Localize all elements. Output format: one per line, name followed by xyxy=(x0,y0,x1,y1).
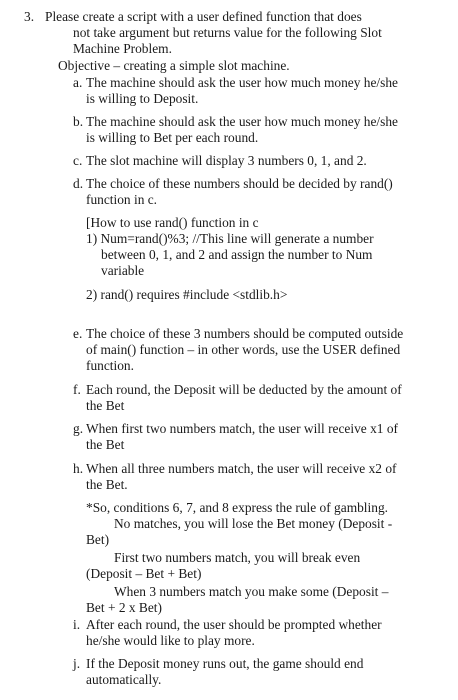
item-d-label: d. xyxy=(73,176,84,191)
item-g-line-2: the Bet xyxy=(86,437,125,452)
item-j-label: j. xyxy=(73,656,81,671)
rules-note-line-4: First two numbers match, you will break even xyxy=(114,550,361,565)
item-h-line-1: When all three numbers match, the user will receive x2 of xyxy=(86,461,397,476)
objective-line: Objective – creating a simple slot machine. xyxy=(58,58,290,73)
problem-number: 3. xyxy=(24,9,35,24)
intro-line-3: Machine Problem. xyxy=(73,41,172,56)
item-b-label: b. xyxy=(73,114,84,129)
rand-step-1-line-3: variable xyxy=(101,263,145,278)
item-f-label: f. xyxy=(73,382,81,397)
item-j-line-2: automatically. xyxy=(86,672,162,687)
rules-note-line-1: *So, conditions 6, 7, and 8 express the rule of gambling. xyxy=(86,500,388,515)
item-i-line-1: After each round, the user should be prompted whether xyxy=(86,617,382,632)
item-e-line-3: function. xyxy=(86,358,134,373)
item-i-line-2: he/she would like to play more. xyxy=(86,633,255,648)
rules-note-line-7: Bet + 2 x Bet) xyxy=(86,600,162,615)
rules-note-line-6: When 3 numbers match you make some (Deposit – xyxy=(114,584,389,599)
rand-step-1-line-2: between 0, 1, and 2 and assign the number to Num xyxy=(101,247,373,262)
item-b-line-2: is willing to Bet per each round. xyxy=(86,130,259,145)
item-j-line-1: If the Deposit money runs out, the game should end xyxy=(86,656,364,671)
item-g-label: g. xyxy=(73,421,84,436)
item-e-line-2: of main() function – in other words, use the USER defined xyxy=(86,342,401,357)
item-a-line-2: is willing to Deposit. xyxy=(86,91,199,106)
item-g-line-1: When first two numbers match, the user will receive x1 of xyxy=(86,421,398,436)
item-a-line-1: The machine should ask the user how much money he/she xyxy=(86,75,398,90)
item-a-label: a. xyxy=(73,75,83,90)
intro-line-1: Please create a script with a user defined function that does xyxy=(45,9,362,24)
rand-step-2: 2) rand() requires #include <stdlib.h> xyxy=(86,287,288,302)
rand-note-heading: [How to use rand() function in c xyxy=(86,215,259,230)
item-d-line-1: The choice of these numbers should be decided by rand() xyxy=(86,176,393,191)
intro-line-2: not take argument but returns value for the following Slot xyxy=(73,25,382,40)
item-f-line-1: Each round, the Deposit will be deducted by the amount of xyxy=(86,382,402,397)
item-d-line-2: function in c. xyxy=(86,192,158,207)
item-i-label: i. xyxy=(73,617,81,632)
rand-step-1-line-1: 1) Num=rand()%3; //This line will generate a number xyxy=(86,231,374,246)
item-h-label: h. xyxy=(73,461,84,476)
item-e-line-1: The choice of these 3 numbers should be computed outside xyxy=(86,326,404,341)
item-c-line-1: The slot machine will display 3 numbers 0, 1, and 2. xyxy=(86,153,367,168)
rules-note-line-5: (Deposit – Bet + Bet) xyxy=(86,566,202,581)
item-f-line-2: the Bet xyxy=(86,398,125,413)
item-b-line-1: The machine should ask the user how much money he/she xyxy=(86,114,398,129)
rules-note-line-2: No matches, you will lose the Bet money (Deposit - xyxy=(114,516,393,531)
item-h-line-2: the Bet. xyxy=(86,477,128,492)
item-c-label: c. xyxy=(73,153,83,168)
item-e-label: e. xyxy=(73,326,83,341)
rules-note-line-3: Bet) xyxy=(86,532,110,547)
